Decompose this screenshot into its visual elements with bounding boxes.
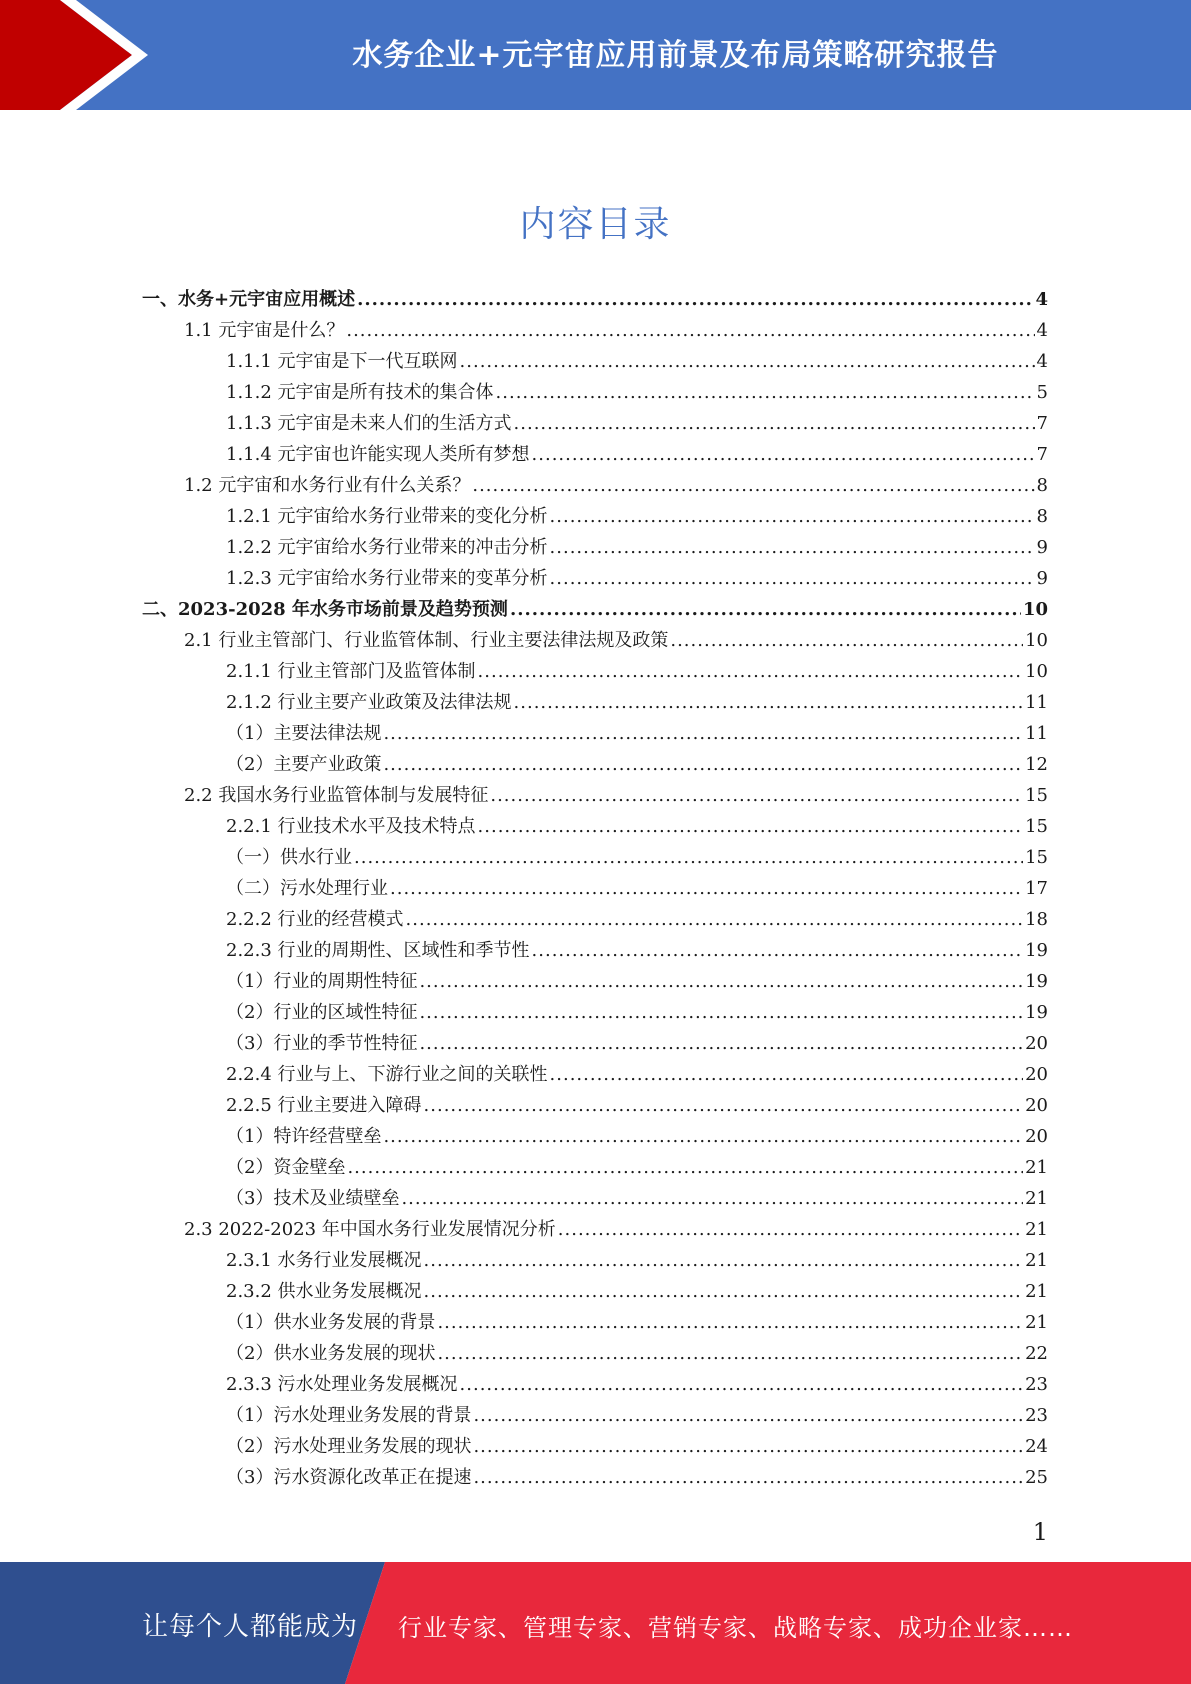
footer-slogan-right: 行业专家、管理专家、营销专家、战略专家、成功企业家…… [398,1614,1073,1642]
toc-entry[interactable]: （3）技术及业绩壁垒 ..... 21 [226,1183,1048,1214]
toc-entry[interactable]: 二、2023-2028 年水务市场前景及趋势预测 ..... 10 [142,594,1048,625]
toc-entry[interactable]: 2.3 2022-2023 年中国水务行业发展情况分析 ..... 21 [184,1214,1048,1245]
toc-entry[interactable]: （2）资金壁垒 ..... 21 [226,1152,1048,1183]
toc-entry[interactable]: （2）主要产业政策 ..... 12 [226,749,1048,780]
toc-entry[interactable]: 1.1.4 元宇宙也许能实现人类所有梦想 ..... 7 [226,439,1048,470]
toc-entry[interactable]: （3）污水资源化改革正在提速 ..... 25 [226,1462,1048,1493]
header-banner [0,0,1191,110]
toc-entry[interactable]: 2.1 行业主管部门、行业监管体制、行业主要法律法规及政策 ..... 10 [184,625,1048,656]
toc-entry[interactable]: 2.2.1 行业技术水平及技术特点 ..... 15 [226,811,1048,842]
toc-entry[interactable]: 1.1.1 元宇宙是下一代互联网 ..... 4 [226,346,1048,377]
toc-entry[interactable]: （2）行业的区域性特征 ..... 19 [226,997,1048,1028]
toc-entry[interactable]: 2.2.3 行业的周期性、区域性和季节性 ..... 19 [226,935,1048,966]
toc-entry[interactable]: 1.2.3 元宇宙给水务行业带来的变革分析 ..... 9 [226,563,1048,594]
toc-entry[interactable]: 1.1.2 元宇宙是所有技术的集合体 ..... 5 [226,377,1048,408]
toc-entry[interactable]: 一、水务+元宇宙应用概述 ..... 4 [142,284,1048,315]
toc-heading: 内容目录 [519,204,672,245]
toc-entry[interactable]: （1）供水业务发展的背景 ..... 21 [226,1307,1048,1338]
toc-entry[interactable]: （一）供水行业 ..... 15 [226,842,1048,873]
toc-entry[interactable]: 1.1 元宇宙是什么？ ..... 4 [184,315,1048,346]
toc-entry[interactable]: 2.2.5 行业主要进入障碍 ..... 20 [226,1090,1048,1121]
footer-slogan-left: 让每个人都能成为 [142,1612,359,1642]
toc-entry[interactable]: （1）行业的周期性特征 ..... 19 [226,966,1048,997]
toc-entry[interactable]: 2.3.3 污水处理业务发展概况 ..... 23 [226,1369,1048,1400]
toc-entry[interactable]: 1.2.1 元宇宙给水务行业带来的变化分析 ..... 8 [226,501,1048,532]
report-title: 水务企业+元宇宙应用前景及布局策略研究报告 [352,38,999,73]
toc-entry[interactable]: 2.3.2 供水业务发展概况 ..... 21 [226,1276,1048,1307]
toc-entry[interactable]: （3）行业的季节性特征 ..... 20 [226,1028,1048,1059]
toc-entry[interactable]: （二）污水处理行业 ..... 17 [226,873,1048,904]
toc-entry[interactable]: 2.2.4 行业与上、下游行业之间的关联性 ..... 20 [226,1059,1048,1090]
toc-entry[interactable]: 1.1.3 元宇宙是未来人们的生活方式 ..... 7 [226,408,1048,439]
toc-entry[interactable]: 2.1.2 行业主要产业政策及法律法规 ..... 11 [226,687,1048,718]
toc-entry[interactable]: 1.2.2 元宇宙给水务行业带来的冲击分析 ..... 9 [226,532,1048,563]
toc-entry[interactable]: （1）特许经营壁垒 ..... 20 [226,1121,1048,1152]
toc-entry[interactable]: （1）污水处理业务发展的背景 ..... 23 [226,1400,1048,1431]
toc-entry[interactable]: 2.2.2 行业的经营模式 ..... 18 [226,904,1048,935]
toc-entry[interactable]: 2.2 我国水务行业监管体制与发展特征 ..... 15 [184,780,1048,811]
page-number: 1 [1032,1518,1048,1546]
toc-entry[interactable]: 2.3.1 水务行业发展概况 ..... 21 [226,1245,1048,1276]
toc-entry[interactable]: （1）主要法律法规 ..... 11 [226,718,1048,749]
toc-entry[interactable]: 1.2 元宇宙和水务行业有什么关系？ ..... 8 [184,470,1048,501]
toc-entry[interactable]: 2.1.1 行业主管部门及监管体制 ..... 10 [226,656,1048,687]
toc-entry[interactable]: （2）污水处理业务发展的现状 ..... 24 [226,1431,1048,1462]
toc-entry[interactable]: （2）供水业务发展的现状 ..... 22 [226,1338,1048,1369]
